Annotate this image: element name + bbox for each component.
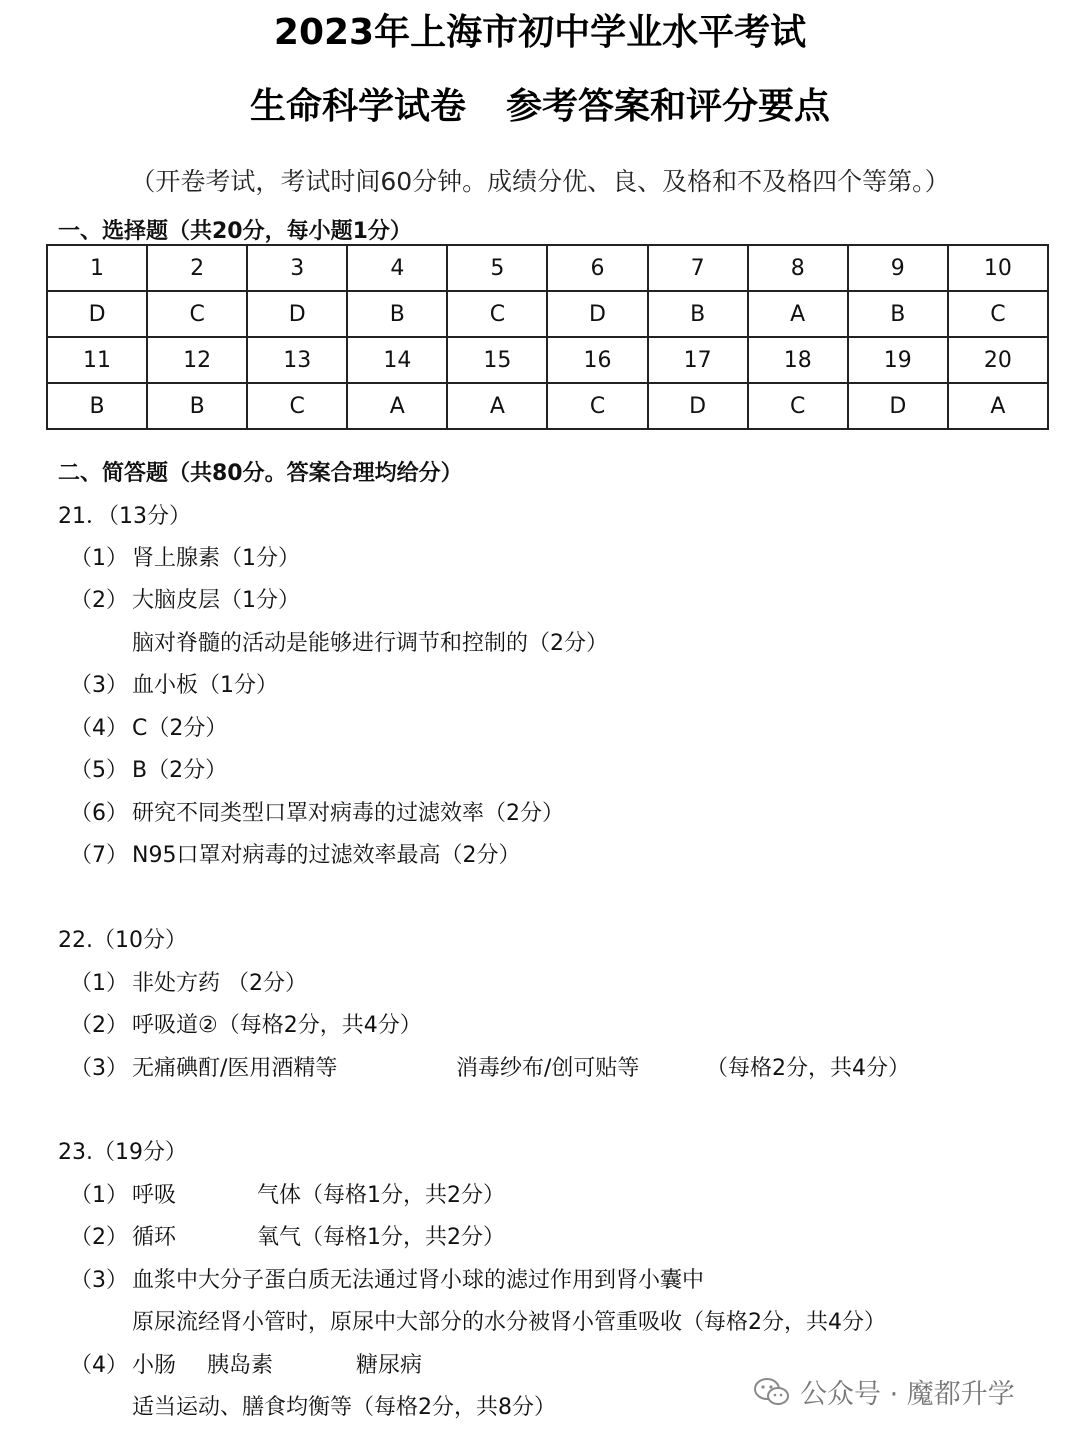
table-cell: 16 (547, 337, 647, 383)
table-cell: B (147, 383, 247, 429)
subtitle-part-a: 生命科学试卷 (249, 86, 466, 127)
table-row (47, 383, 1048, 429)
answer-line: 小肠 (132, 1353, 177, 1378)
table-cell: D (47, 291, 147, 337)
answer-line: 脑对脊髓的活动是能够进行调节和控制的（2分） (132, 631, 608, 656)
table-cell: B (347, 291, 447, 337)
item-number: （2） (70, 1225, 128, 1250)
section2-heading: 二、简答题（共80分。答案合理均给分） (58, 461, 463, 486)
table-cell: 20 (948, 337, 1048, 383)
table-cell: C (547, 383, 647, 429)
answer-line: 消毒纱布/创可贴等 (456, 1056, 640, 1081)
table-cell: B (848, 291, 948, 337)
table-cell: A (447, 383, 547, 429)
table-cell: 18 (748, 337, 848, 383)
answer-line: 肾上腺素（1分） (132, 546, 300, 571)
table-row (47, 337, 1048, 383)
table-cell: A (948, 383, 1048, 429)
item-number: （2） (70, 588, 128, 613)
table-cell: 7 (648, 245, 748, 291)
table-cell: 14 (347, 337, 447, 383)
page-subtitle (0, 78, 1080, 129)
item-number: （4） (70, 1353, 128, 1378)
table-cell: A (748, 291, 848, 337)
table-cell: 17 (648, 337, 748, 383)
table-cell: D (547, 291, 647, 337)
item-number: （3） (70, 1056, 128, 1081)
table-cell: 10 (948, 245, 1048, 291)
answer-line: 无痛碘酊/医用酒精等 (132, 1056, 338, 1081)
table-cell: C (948, 291, 1048, 337)
table-cell: 12 (147, 337, 247, 383)
table-cell: B (648, 291, 748, 337)
answer-line: B（2分） (132, 758, 228, 783)
table-cell: 1 (47, 245, 147, 291)
section1-heading: 一、选择题（共20分，每小题1分） (58, 219, 412, 244)
table-cell: 8 (748, 245, 848, 291)
item-number: （6） (70, 801, 128, 826)
table-cell: 9 (848, 245, 948, 291)
item-number: （2） (70, 1013, 128, 1038)
answer-line: 研究不同类型口罩对病毒的过滤效率（2分） (132, 801, 564, 826)
table-cell: 19 (848, 337, 948, 383)
table-row (47, 291, 1048, 337)
table-cell: 4 (347, 245, 447, 291)
answer-line: 原尿流经肾小管时，原尿中大部分的水分被肾小管重吸收（每格2分，共4分） (132, 1310, 886, 1335)
answer-line: 大脑皮层（1分） (132, 588, 300, 613)
table-cell: 5 (447, 245, 547, 291)
answer-line: 氧气（每格1分，共2分） (257, 1225, 505, 1250)
table-cell: 3 (247, 245, 347, 291)
item-number: （7） (70, 843, 128, 868)
exam-note: （开卷考试，考试时间60分钟。成绩分优、良、及格和不及格四个等第。） (130, 167, 950, 196)
item-number: （3） (70, 1268, 128, 1293)
q23-title: 23.（19分） (58, 1140, 187, 1165)
table-cell: B (47, 383, 147, 429)
answer-line: 非处方药 （2分） (132, 971, 307, 996)
table-cell: A (347, 383, 447, 429)
score-note: （每格2分，共4分） (706, 1056, 910, 1081)
item-number: （1） (70, 1183, 128, 1208)
item-number: （3） (70, 673, 128, 698)
table-cell: D (247, 291, 347, 337)
table-cell: C (447, 291, 547, 337)
table-cell: 15 (447, 337, 547, 383)
table-cell: 13 (247, 337, 347, 383)
answer-line: 呼吸 (132, 1183, 177, 1208)
table-cell: C (147, 291, 247, 337)
answer-line: 糖尿病 (356, 1353, 423, 1378)
subtitle-part-b: 参考答案和评分要点 (506, 86, 831, 127)
table-cell: 2 (147, 245, 247, 291)
table-row (47, 245, 1048, 291)
answer-line: 血浆中大分子蛋白质无法通过肾小球的滤过作用到肾小囊中 (132, 1268, 705, 1293)
watermark (752, 1372, 1015, 1411)
answer-line: C（2分） (132, 716, 228, 741)
answer-table (46, 244, 1049, 430)
item-number: （4） (70, 716, 128, 741)
table-cell: C (247, 383, 347, 429)
table-cell: 6 (547, 245, 647, 291)
table-cell: D (848, 383, 948, 429)
item-number: （5） (70, 758, 128, 783)
item-number: （1） (70, 971, 128, 996)
answer-line: 血小板（1分） (132, 673, 278, 698)
answer-line: 气体（每格1分，共2分） (257, 1183, 505, 1208)
item-number: （1） (70, 546, 128, 571)
wechat-icon (752, 1377, 792, 1407)
q22-title: 22.（10分） (58, 928, 187, 953)
page-title: 2023年上海市初中学业水平考试 (273, 12, 807, 53)
q21-title: 21．（13分） (58, 504, 191, 529)
answer-line: 适当运动、膳食均衡等（每格2分，共8分） (132, 1395, 556, 1420)
watermark-text: 公众号 · 魔都升学 (800, 1379, 1015, 1410)
answer-line: N95口罩对病毒的过滤效率最高（2分） (132, 843, 521, 868)
answer-line: 胰岛素 (207, 1353, 274, 1378)
answer-line: 循环 (132, 1225, 177, 1250)
table-cell: C (748, 383, 848, 429)
table-cell: D (648, 383, 748, 429)
table-cell: 11 (47, 337, 147, 383)
answer-line: 呼吸道②（每格2分，共4分） (132, 1013, 422, 1038)
